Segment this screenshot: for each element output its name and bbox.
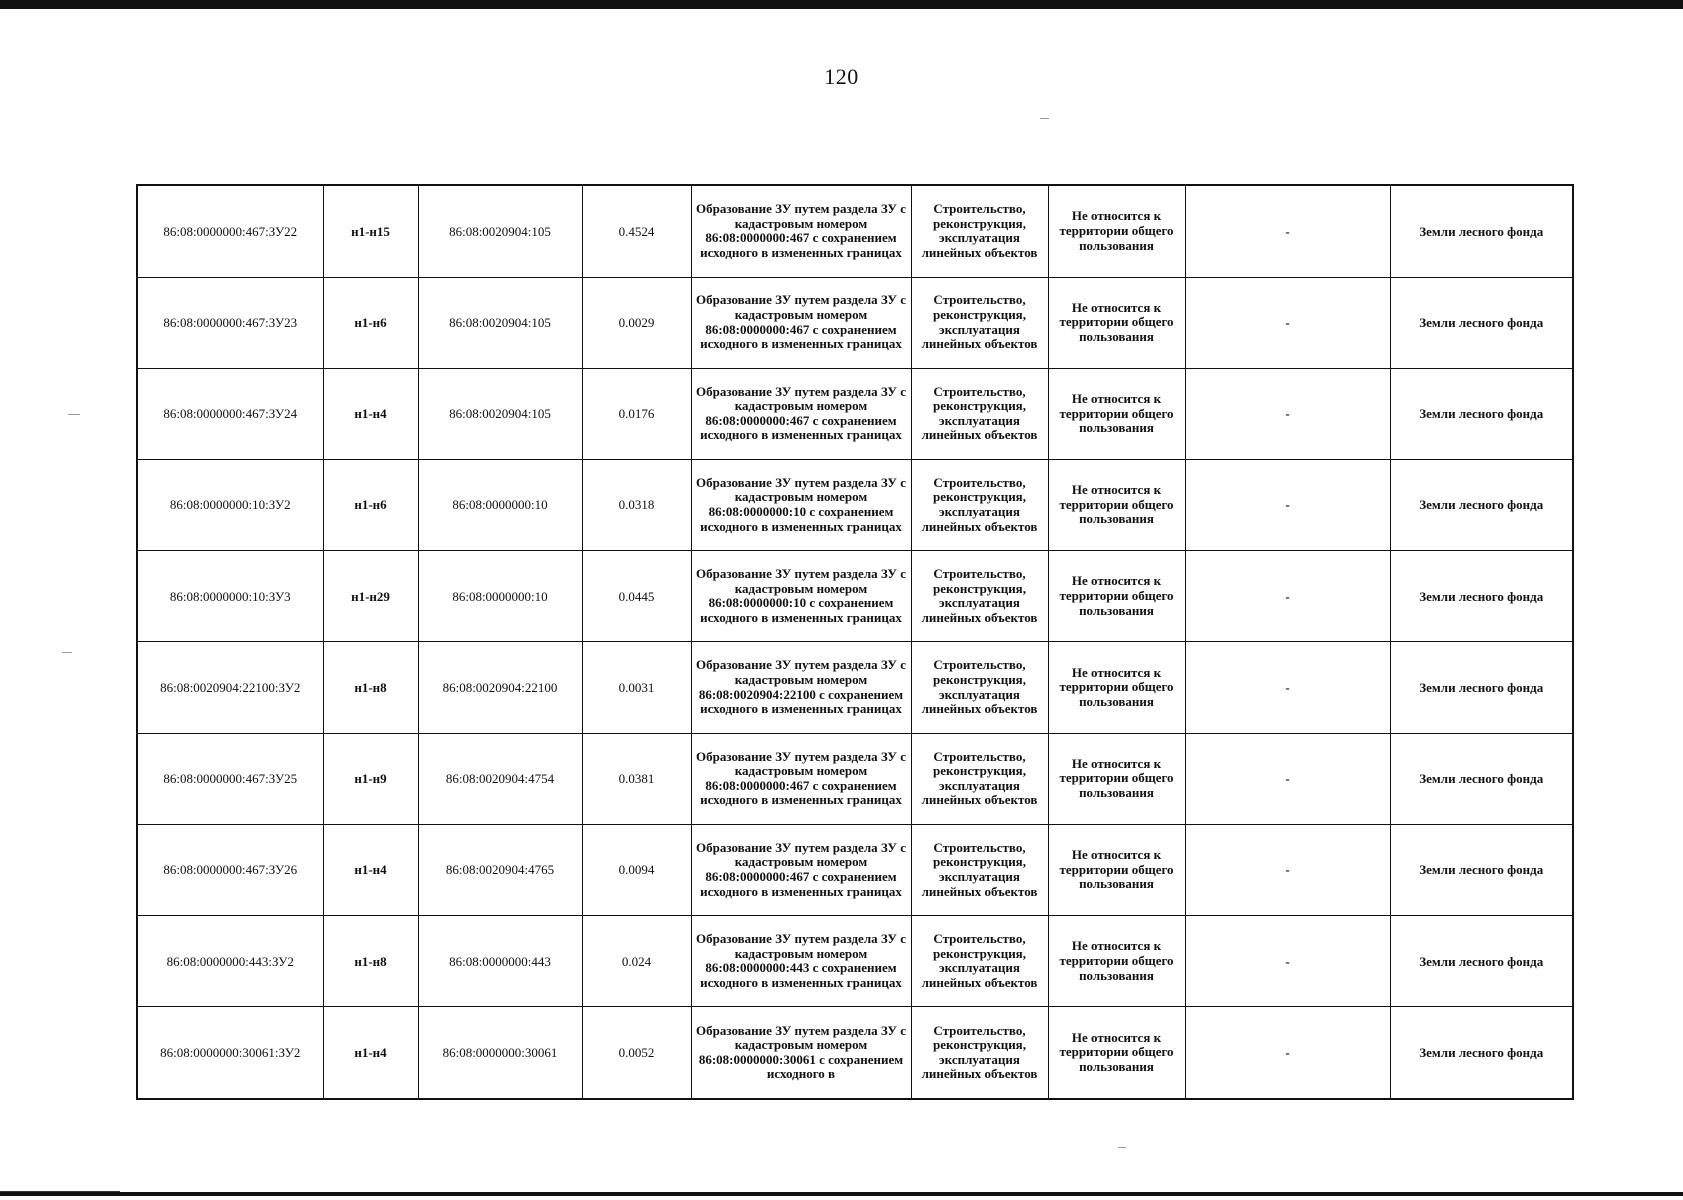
cell-boundary-points: н1-н4 — [323, 1007, 418, 1099]
cell-formation-method: Образование ЗУ путем раздела ЗУ с кадастровым номером 86:08:0000000:467 с сохранением исходного в измененных границах — [691, 368, 911, 459]
cell-source-parcel: 86:08:0020904:22100 — [418, 642, 582, 733]
cell-boundary-points: н1-н29 — [323, 551, 418, 642]
cell-designation: 86:08:0000000:10:ЗУ2 — [137, 459, 323, 550]
table-row — [137, 551, 1573, 642]
cell-area: 0.0031 — [582, 642, 691, 733]
cell-formation-method: Образование ЗУ путем раздела ЗУ с кадастровым номером 86:08:0000000:467 с сохранением исходного в измененных границах — [691, 824, 911, 915]
scan-speck — [62, 652, 72, 653]
cell-area: 0.0381 — [582, 733, 691, 824]
table-row — [137, 733, 1573, 824]
cell-permitted-use: Строительство, реконструкция, эксплуатация линейных объектов — [911, 642, 1048, 733]
cell-formation-method: Образование ЗУ путем раздела ЗУ с кадастровым номером 86:08:0000000:467 с сохранением исходного в измененных границах — [691, 733, 911, 824]
cell-area: 0.0052 — [582, 1007, 691, 1099]
bottom-scan-border — [0, 1192, 1683, 1196]
cell-encumbrance: - — [1185, 916, 1390, 1007]
scan-speck — [1040, 118, 1049, 119]
cell-boundary-points: н1-н6 — [323, 277, 418, 368]
cell-boundary-points: н1-н8 — [323, 642, 418, 733]
cell-land-category: Земли лесного фонда — [1390, 824, 1573, 915]
cell-permitted-use: Строительство, реконструкция, эксплуатация линейных объектов — [911, 916, 1048, 1007]
cell-area: 0.0318 — [582, 459, 691, 550]
cell-boundary-points: н1-н8 — [323, 916, 418, 1007]
cell-land-category: Земли лесного фонда — [1390, 1007, 1573, 1099]
table-row — [137, 459, 1573, 550]
cell-encumbrance: - — [1185, 1007, 1390, 1099]
cell-permitted-use: Строительство, реконструкция, эксплуатация линейных объектов — [911, 824, 1048, 915]
cell-public-use-status: Не относится к территории общего пользования — [1048, 551, 1185, 642]
cell-designation: 86:08:0020904:22100:ЗУ2 — [137, 642, 323, 733]
cell-encumbrance: - — [1185, 185, 1390, 277]
cell-boundary-points: н1-н6 — [323, 459, 418, 550]
cell-formation-method: Образование ЗУ путем раздела ЗУ с кадастровым номером 86:08:0000000:10 с сохранением исходного в измененных границах — [691, 459, 911, 550]
cell-formation-method: Образование ЗУ путем раздела ЗУ с кадастровым номером 86:08:0000000:467 с сохранением исходного в измененных границах — [691, 277, 911, 368]
cell-land-category: Земли лесного фонда — [1390, 916, 1573, 1007]
cell-area: 0.0176 — [582, 368, 691, 459]
cell-area: 0.024 — [582, 916, 691, 1007]
cell-public-use-status: Не относится к территории общего пользования — [1048, 459, 1185, 550]
cell-source-parcel: 86:08:0020904:105 — [418, 277, 582, 368]
cell-permitted-use: Строительство, реконструкция, эксплуатация линейных объектов — [911, 1007, 1048, 1099]
cell-designation: 86:08:0000000:30061:ЗУ2 — [137, 1007, 323, 1099]
cell-source-parcel: 86:08:0020904:4754 — [418, 733, 582, 824]
cell-formation-method: Образование ЗУ путем раздела ЗУ с кадастровым номером 86:08:0020904:22100 с сохранением исходного в измененных границах — [691, 642, 911, 733]
cell-designation: 86:08:0000000:467:ЗУ24 — [137, 368, 323, 459]
cell-public-use-status: Не относится к территории общего пользования — [1048, 277, 1185, 368]
cell-land-category: Земли лесного фонда — [1390, 185, 1573, 277]
cell-designation: 86:08:0000000:10:ЗУ3 — [137, 551, 323, 642]
cell-formation-method: Образование ЗУ путем раздела ЗУ с кадастровым номером 86:08:0000000:443 с сохранением исходного в измененных границах — [691, 916, 911, 1007]
cell-area: 0.0094 — [582, 824, 691, 915]
cell-source-parcel: 86:08:0000000:10 — [418, 459, 582, 550]
table-row — [137, 1007, 1573, 1099]
cell-designation: 86:08:0000000:467:ЗУ23 — [137, 277, 323, 368]
cell-boundary-points: н1-н4 — [323, 368, 418, 459]
cell-public-use-status: Не относится к территории общего пользования — [1048, 916, 1185, 1007]
cell-permitted-use: Строительство, реконструкция, эксплуатация линейных объектов — [911, 185, 1048, 277]
top-scan-border — [0, 0, 1683, 9]
table-row — [137, 916, 1573, 1007]
cell-permitted-use: Строительство, реконструкция, эксплуатация линейных объектов — [911, 459, 1048, 550]
scan-speck — [1118, 1147, 1126, 1148]
cell-designation: 86:08:0000000:467:ЗУ25 — [137, 733, 323, 824]
cell-encumbrance: - — [1185, 368, 1390, 459]
cell-land-category: Земли лесного фонда — [1390, 459, 1573, 550]
table-row — [137, 368, 1573, 459]
cell-source-parcel: 86:08:0020904:105 — [418, 185, 582, 277]
cell-permitted-use: Строительство, реконструкция, эксплуатация линейных объектов — [911, 733, 1048, 824]
cell-land-category: Земли лесного фонда — [1390, 551, 1573, 642]
cell-formation-method: Образование ЗУ путем раздела ЗУ с кадастровым номером 86:08:0000000:10 с сохранением исходного в измененных границах — [691, 551, 911, 642]
cell-land-category: Земли лесного фонда — [1390, 733, 1573, 824]
cell-boundary-points: н1-н4 — [323, 824, 418, 915]
cell-permitted-use: Строительство, реконструкция, эксплуатация линейных объектов — [911, 551, 1048, 642]
cell-public-use-status: Не относится к территории общего пользования — [1048, 824, 1185, 915]
cell-designation: 86:08:0000000:443:ЗУ2 — [137, 916, 323, 1007]
cell-source-parcel: 86:08:0000000:10 — [418, 551, 582, 642]
cell-source-parcel: 86:08:0000000:30061 — [418, 1007, 582, 1099]
table-row — [137, 277, 1573, 368]
cell-boundary-points: н1-н15 — [323, 185, 418, 277]
cell-permitted-use: Строительство, реконструкция, эксплуатация линейных объектов — [911, 368, 1048, 459]
cell-formation-method: Образование ЗУ путем раздела ЗУ с кадастровым номером 86:08:0000000:30061 с сохранением исходного в — [691, 1007, 911, 1099]
page-number: 120 — [824, 64, 859, 89]
table-row — [137, 824, 1573, 915]
land-parcels-table — [136, 184, 1574, 1100]
cell-formation-method: Образование ЗУ путем раздела ЗУ с кадастровым номером 86:08:0000000:467 с сохранением исходного в измененных границах — [691, 185, 911, 277]
cell-encumbrance: - — [1185, 459, 1390, 550]
cell-area: 0.4524 — [582, 185, 691, 277]
cell-boundary-points: н1-н9 — [323, 733, 418, 824]
cell-area: 0.0029 — [582, 277, 691, 368]
cell-designation: 86:08:0000000:467:ЗУ26 — [137, 824, 323, 915]
cell-public-use-status: Не относится к территории общего пользования — [1048, 368, 1185, 459]
cell-designation: 86:08:0000000:467:ЗУ22 — [137, 185, 323, 277]
cell-encumbrance: - — [1185, 551, 1390, 642]
cell-land-category: Земли лесного фонда — [1390, 368, 1573, 459]
table-row — [137, 642, 1573, 733]
cell-encumbrance: - — [1185, 824, 1390, 915]
cell-permitted-use: Строительство, реконструкция, эксплуатация линейных объектов — [911, 277, 1048, 368]
cell-encumbrance: - — [1185, 277, 1390, 368]
cell-public-use-status: Не относится к территории общего пользования — [1048, 733, 1185, 824]
cell-source-parcel: 86:08:0000000:443 — [418, 916, 582, 1007]
cell-source-parcel: 86:08:0020904:4765 — [418, 824, 582, 915]
table-row — [137, 185, 1573, 277]
scan-speck — [68, 414, 80, 415]
cell-public-use-status: Не относится к территории общего пользования — [1048, 642, 1185, 733]
cell-public-use-status: Не относится к территории общего пользования — [1048, 185, 1185, 277]
cell-encumbrance: - — [1185, 733, 1390, 824]
cell-land-category: Земли лесного фонда — [1390, 642, 1573, 733]
cell-area: 0.0445 — [582, 551, 691, 642]
cell-public-use-status: Не относится к территории общего пользования — [1048, 1007, 1185, 1099]
cell-source-parcel: 86:08:0020904:105 — [418, 368, 582, 459]
table-body — [137, 185, 1573, 1099]
cell-land-category: Земли лесного фонда — [1390, 277, 1573, 368]
cell-encumbrance: - — [1185, 642, 1390, 733]
